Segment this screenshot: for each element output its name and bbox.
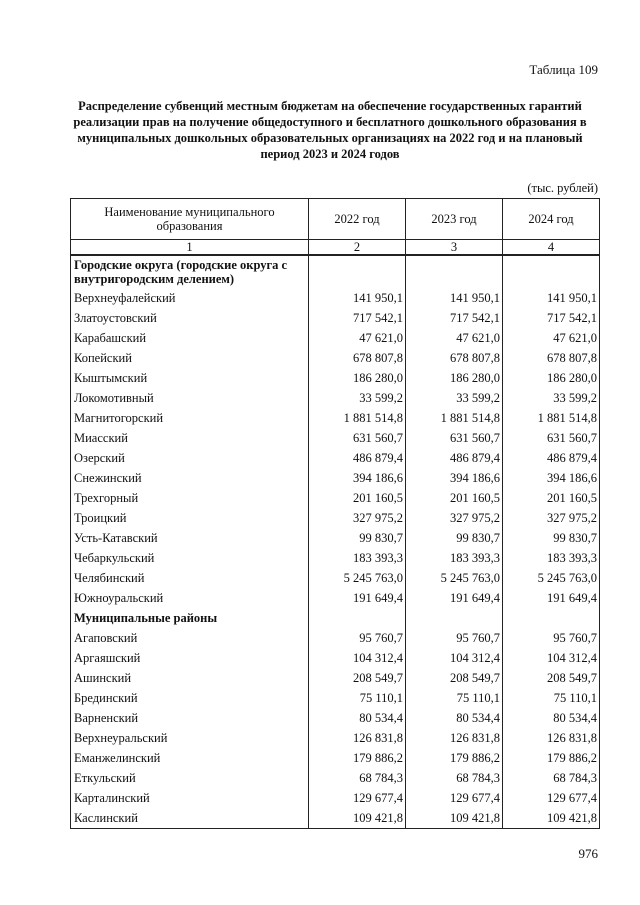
value-2023: 631 560,7 <box>406 428 503 448</box>
table-row <box>71 648 600 668</box>
value-2023: 104 312,4 <box>406 648 503 668</box>
value-2023: 208 549,7 <box>406 668 503 688</box>
value-2024: 183 393,3 <box>503 548 600 568</box>
value-2023: 47 621,0 <box>406 328 503 348</box>
value-2022: 104 312,4 <box>309 648 406 668</box>
value-2022: 186 280,0 <box>309 368 406 388</box>
value-2024: 191 649,4 <box>503 588 600 608</box>
table-header-row <box>71 199 600 240</box>
table-row <box>71 748 600 768</box>
value-2023: 109 421,8 <box>406 808 503 829</box>
value-2022: 68 784,3 <box>309 768 406 788</box>
value-2024: 109 421,8 <box>503 808 600 829</box>
value-2022: 179 886,2 <box>309 748 406 768</box>
municipality-name: Челябинский <box>71 568 309 588</box>
value-2024: 104 312,4 <box>503 648 600 668</box>
table-row <box>71 508 600 528</box>
value-2023: 129 677,4 <box>406 788 503 808</box>
value-2024: 95 760,7 <box>503 628 600 648</box>
municipality-name: Троицкий <box>71 508 309 528</box>
value-2023: 186 280,0 <box>406 368 503 388</box>
value-2024: 141 950,1 <box>503 288 600 308</box>
municipality-name: Магнитогорский <box>71 408 309 428</box>
budget-table <box>70 198 600 829</box>
municipality-name: Усть-Катавский <box>71 528 309 548</box>
table-row <box>71 388 600 408</box>
value-2022: 191 649,4 <box>309 588 406 608</box>
value-2024: 99 830,7 <box>503 528 600 548</box>
column-number: 4 <box>503 240 600 256</box>
value-2023: 141 950,1 <box>406 288 503 308</box>
value-2022: 99 830,7 <box>309 528 406 548</box>
table-row <box>71 768 600 788</box>
value-2022: 486 879,4 <box>309 448 406 468</box>
municipality-name: Златоустовский <box>71 308 309 328</box>
table-row <box>71 628 600 648</box>
value-2024: 5 245 763,0 <box>503 568 600 588</box>
value-2022: 126 831,8 <box>309 728 406 748</box>
municipality-name: Карталинский <box>71 788 309 808</box>
value-2023: 201 160,5 <box>406 488 503 508</box>
column-number: 1 <box>71 240 309 256</box>
table-row <box>71 488 600 508</box>
value-2024 <box>503 608 600 628</box>
value-2022: 80 534,4 <box>309 708 406 728</box>
page-number: 976 <box>578 846 598 861</box>
value-2022: 109 421,8 <box>309 808 406 829</box>
header-year-2024: 2024 год <box>503 199 600 240</box>
value-2023: 95 760,7 <box>406 628 503 648</box>
value-2024: 678 807,8 <box>503 348 600 368</box>
municipality-name: Копейский <box>71 348 309 368</box>
value-2023 <box>406 608 503 628</box>
value-2023: 327 975,2 <box>406 508 503 528</box>
municipality-name: Брединский <box>71 688 309 708</box>
table-row <box>71 548 600 568</box>
column-number: 2 <box>309 240 406 256</box>
value-2024: 1 881 514,8 <box>503 408 600 428</box>
value-2022: 183 393,3 <box>309 548 406 568</box>
value-2023: 99 830,7 <box>406 528 503 548</box>
table-row <box>71 448 600 468</box>
table-row <box>71 428 600 448</box>
value-2024 <box>503 255 600 288</box>
table-row <box>71 568 600 588</box>
value-2023: 717 542,1 <box>406 308 503 328</box>
value-2024: 47 621,0 <box>503 328 600 348</box>
municipality-name: Верхнеуральский <box>71 728 309 748</box>
value-2024: 631 560,7 <box>503 428 600 448</box>
value-2022: 717 542,1 <box>309 308 406 328</box>
value-2022: 141 950,1 <box>309 288 406 308</box>
header-year-2023: 2023 год <box>406 199 503 240</box>
value-2023: 33 599,2 <box>406 388 503 408</box>
table-row <box>71 668 600 688</box>
value-2024: 68 784,3 <box>503 768 600 788</box>
value-2022: 47 621,0 <box>309 328 406 348</box>
value-2022 <box>309 608 406 628</box>
value-2023 <box>406 255 503 288</box>
municipality-name: Чебаркульский <box>71 548 309 568</box>
municipality-name: Снежинский <box>71 468 309 488</box>
municipality-name: Кыштымский <box>71 368 309 388</box>
value-2023: 68 784,3 <box>406 768 503 788</box>
municipality-name: Локомотивный <box>71 388 309 408</box>
municipality-name: Еткульский <box>71 768 309 788</box>
value-2024: 327 975,2 <box>503 508 600 528</box>
value-2024: 208 549,7 <box>503 668 600 688</box>
value-2023: 75 110,1 <box>406 688 503 708</box>
municipality-name: Трехгорный <box>71 488 309 508</box>
value-2022: 75 110,1 <box>309 688 406 708</box>
value-2023: 191 649,4 <box>406 588 503 608</box>
value-2022: 327 975,2 <box>309 508 406 528</box>
table-row <box>71 788 600 808</box>
table-row <box>71 708 600 728</box>
municipality-name: Верхнеуфалейский <box>71 288 309 308</box>
column-number: 3 <box>406 240 503 256</box>
table-body <box>71 255 600 829</box>
value-2024: 33 599,2 <box>503 388 600 408</box>
value-2023: 486 879,4 <box>406 448 503 468</box>
value-2023: 394 186,6 <box>406 468 503 488</box>
value-2022: 394 186,6 <box>309 468 406 488</box>
section-title: Муниципальные районы <box>71 608 309 628</box>
value-2023: 678 807,8 <box>406 348 503 368</box>
value-2024: 129 677,4 <box>503 788 600 808</box>
value-2022 <box>309 255 406 288</box>
table-row <box>71 408 600 428</box>
section-row <box>71 255 600 288</box>
table-row <box>71 688 600 708</box>
value-2022: 1 881 514,8 <box>309 408 406 428</box>
value-2023: 183 393,3 <box>406 548 503 568</box>
value-2024: 179 886,2 <box>503 748 600 768</box>
table-row <box>71 368 600 388</box>
value-2024: 486 879,4 <box>503 448 600 468</box>
value-2022: 5 245 763,0 <box>309 568 406 588</box>
table-label: Таблица 109 <box>529 62 598 77</box>
table-row <box>71 808 600 829</box>
municipality-name: Миасский <box>71 428 309 448</box>
value-2024: 394 186,6 <box>503 468 600 488</box>
municipality-name: Аргаяшский <box>71 648 309 668</box>
table-row <box>71 468 600 488</box>
table-row <box>71 528 600 548</box>
table-row <box>71 348 600 368</box>
table-row <box>71 288 600 308</box>
municipality-name: Агаповский <box>71 628 309 648</box>
municipality-name: Ашинский <box>71 668 309 688</box>
value-2022: 631 560,7 <box>309 428 406 448</box>
header-year-2022: 2022 год <box>309 199 406 240</box>
value-2022: 201 160,5 <box>309 488 406 508</box>
document-title: Распределение субвенций местным бюджетам на обеспечение государственных гарантий реализации прав на получение общедоступного и бесплатного дошкольного образования в муниципальных дошкольных образовательных организациях на 2022 год и на плановый период 2023 и 2024 годов <box>73 99 587 161</box>
table-row <box>71 328 600 348</box>
municipality-name: Озерский <box>71 448 309 468</box>
municipality-name: Еманжелинский <box>71 748 309 768</box>
value-2023: 179 886,2 <box>406 748 503 768</box>
table-row <box>71 588 600 608</box>
value-2024: 80 534,4 <box>503 708 600 728</box>
value-2022: 129 677,4 <box>309 788 406 808</box>
table-row <box>71 728 600 748</box>
value-2024: 186 280,0 <box>503 368 600 388</box>
value-2023: 5 245 763,0 <box>406 568 503 588</box>
header-municipality: Наименование муниципального образования <box>71 199 309 240</box>
value-2023: 80 534,4 <box>406 708 503 728</box>
value-2022: 208 549,7 <box>309 668 406 688</box>
value-2024: 75 110,1 <box>503 688 600 708</box>
value-2022: 33 599,2 <box>309 388 406 408</box>
value-2022: 678 807,8 <box>309 348 406 368</box>
value-2024: 717 542,1 <box>503 308 600 328</box>
value-2023: 126 831,8 <box>406 728 503 748</box>
municipality-name: Каслинский <box>71 808 309 829</box>
municipality-name: Карабашский <box>71 328 309 348</box>
value-2024: 126 831,8 <box>503 728 600 748</box>
value-2023: 1 881 514,8 <box>406 408 503 428</box>
section-title: Городские округа (городские округа с внутригородским делением) <box>71 255 309 288</box>
units-label: (тыс. рублей) <box>527 181 598 195</box>
section-row <box>71 608 600 628</box>
column-number-row <box>71 240 600 256</box>
municipality-name: Южноуральский <box>71 588 309 608</box>
table-row <box>71 308 600 328</box>
value-2024: 201 160,5 <box>503 488 600 508</box>
value-2022: 95 760,7 <box>309 628 406 648</box>
municipality-name: Варненский <box>71 708 309 728</box>
